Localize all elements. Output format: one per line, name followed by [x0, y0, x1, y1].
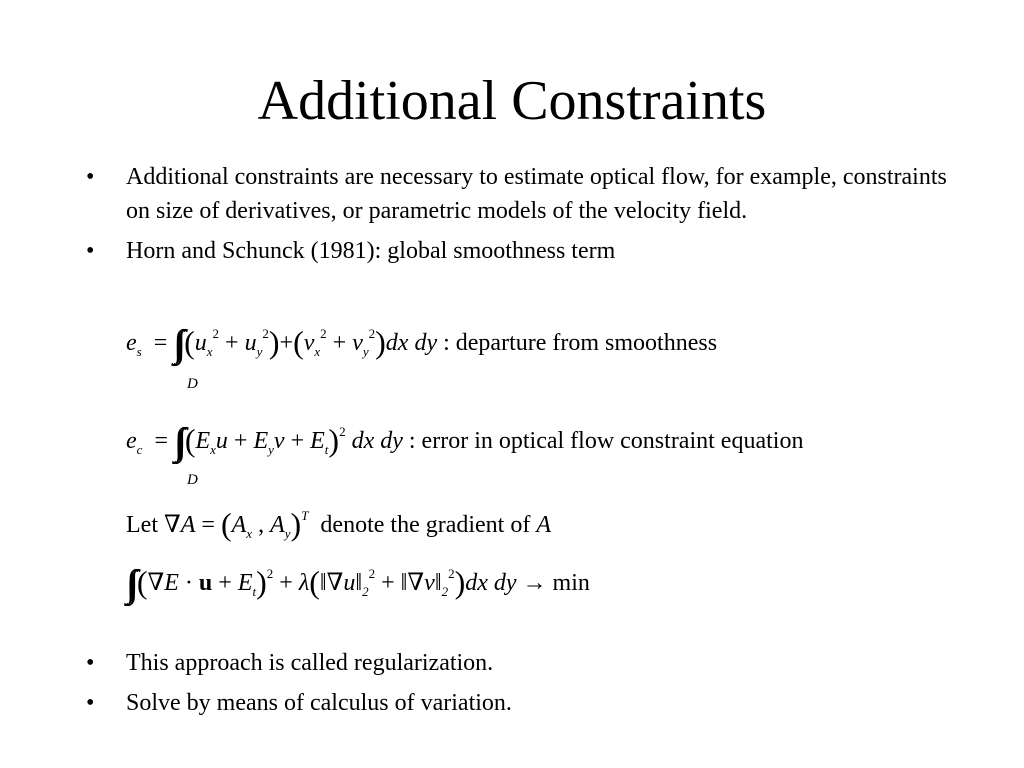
bullet-dot-icon: • [86, 690, 95, 716]
min-text: min [552, 570, 590, 596]
ec-description: : error in optical flow constraint equation [408, 428, 804, 454]
double-integral-icon: ∫∫ [173, 323, 179, 365]
double-integral-icon: ∫∫ [173, 421, 179, 463]
let-text: Let [126, 512, 158, 538]
bullet-item [86, 234, 956, 268]
ec-lhs: e [126, 428, 137, 454]
bullet-item [86, 686, 956, 720]
bullet-list-lower [86, 646, 956, 726]
slide-title: Additional Constraints [257, 70, 767, 132]
equation-gradient-def: Let $\nabla A = (A_x$ , $A_y)^T$ denote the gradient of A [126, 506, 552, 542]
equation-minimization: ∫∫ $(\nabla E \cdot u + E_t)^2$ + $\lambda(‖\nabla u‖_2^2$ + $‖\nabla v‖_2^2)dx$ dy → min [126, 563, 590, 605]
bullet-text: Horn and Schunck (1981): global smoothness term [126, 238, 616, 264]
bullet-text: This approach is called regularization. [126, 650, 494, 676]
denote-text: denote the gradient of [320, 512, 531, 538]
ec-domain: D [187, 472, 198, 488]
es-lhs: e [126, 330, 137, 356]
es-domain: D [187, 376, 198, 392]
gradient-var: A [536, 512, 552, 538]
bullet-item [86, 646, 956, 680]
equation-smoothness: $e_s$ = ∫∫ $(u_x^2 + u_y^2)+(v_x^2 + v_y^2)dx$ dy : departure from smoothness [126, 323, 718, 365]
double-integral-icon: ∫∫ [126, 563, 131, 605]
bullet-dot-icon: • [86, 238, 95, 264]
bullet-text: Additional constraints are necessary to estimate optical flow, for example, constraints on size of derivatives, or parametric models of the velocity field. [126, 164, 947, 224]
es-description: : departure from smoothness [443, 330, 718, 356]
bullet-list-upper [86, 160, 956, 268]
equation-error: $e_c$ = ∫∫ $(E_xu + E_yv + E_t)^2$ dx dy : error in optical flow constraint equation [126, 421, 804, 463]
bullet-text: Solve by means of calculus of variation. [126, 690, 512, 716]
es-sub: s [136, 344, 142, 359]
bullet-dot-icon: • [86, 164, 95, 190]
ec-sub: c [136, 442, 143, 457]
bullet-item [86, 160, 956, 228]
bullet-dot-icon: • [86, 650, 95, 676]
